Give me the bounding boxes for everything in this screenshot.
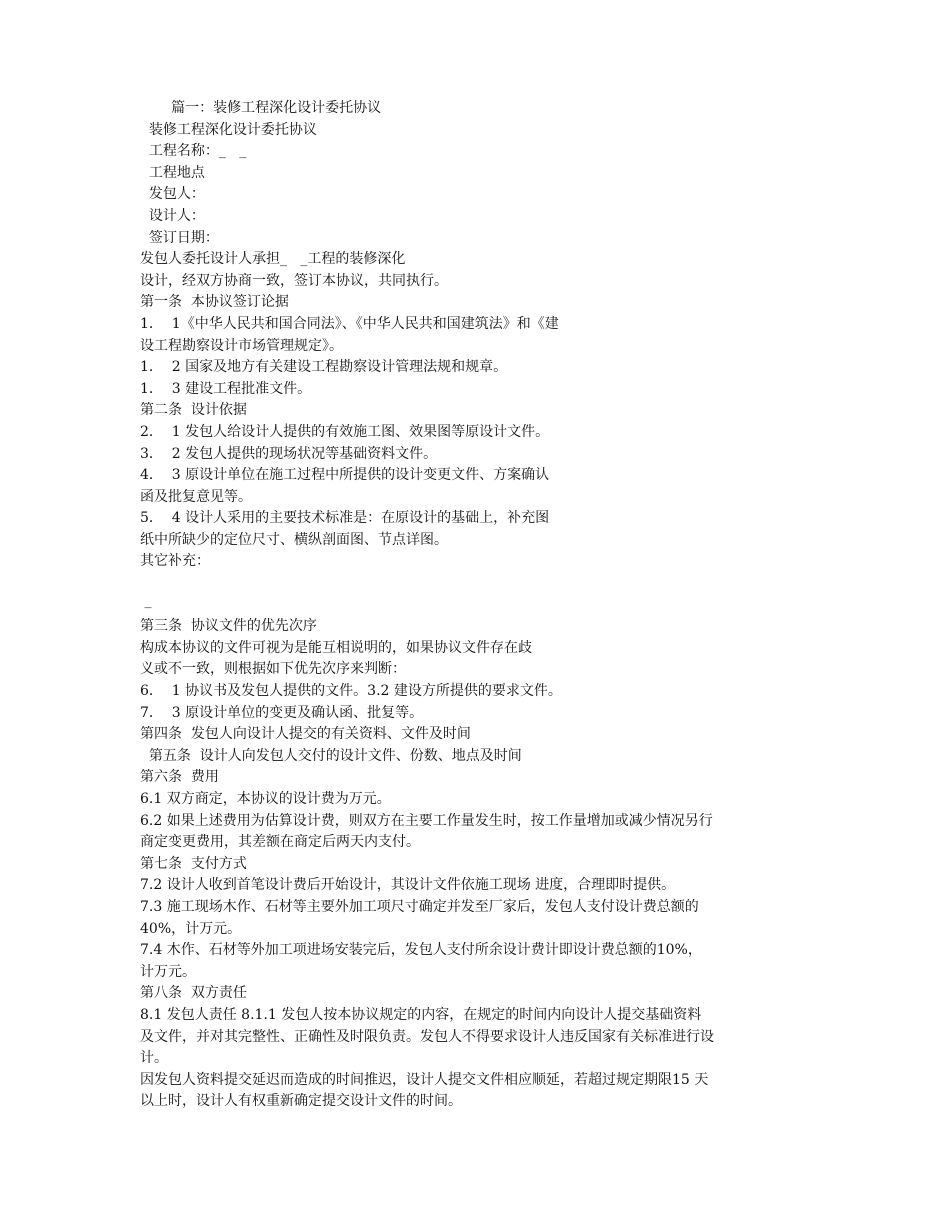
clause-line: 1． 1《中华人民共和国合同法》、《中华人民共和国建筑法》和《建: [140, 315, 559, 332]
title-line: 篇一：装修工程深化设计委托协议: [140, 100, 382, 116]
blank-spacer: [140, 573, 830, 595]
paragraph-line: 以上时，设计人有权重新确定提交设计文件的时间。: [140, 1093, 462, 1110]
paragraph-line: 义或不一致，则根据如下优先次序来判断：: [140, 661, 406, 678]
sign-date-line: 签订日期：: [140, 229, 219, 246]
clause-line: 6． 1 协议书及发包人提供的文件。3.2 建设方所提供的要求文件。: [140, 683, 562, 700]
article-heading: 第四条 发包人向设计人提交的有关资料、文件及时间: [140, 726, 471, 743]
paragraph-line: 构成本协议的文件可视为是能互相说明的，如果协议文件存在歧: [140, 639, 532, 656]
paragraph-line: 设计，经双方协商一致，签订本协议，共同执行。: [140, 272, 448, 289]
clause-line: 5． 4 设计人采用的主要技术标准是：在原设计的基础上，补充图: [140, 510, 550, 527]
article-heading: 第七条 支付方式: [140, 855, 247, 872]
clause-line: 7.4 木作、石材等外加工项进场安装完后，发包人支付所余设计费计即设计费总额的10%，: [140, 942, 702, 959]
designer-line: 设计人：: [140, 207, 205, 224]
clause-line: 计。: [140, 1050, 168, 1067]
project-name-line: 工程名称：_ _: [140, 143, 247, 160]
article-heading: 第二条 设计依据: [140, 402, 247, 419]
article-heading: 第八条 双方责任: [140, 985, 247, 1002]
article-heading: 第一条 本协议签订论据: [140, 294, 289, 311]
clause-line: 商定变更费用，其差额在商定后两天内支付。: [140, 834, 420, 851]
article-heading: 第三条 协议文件的优先次序: [140, 618, 317, 635]
clause-line: 7.2 设计人收到首笔设计费后开始设计，其设计文件依施工现场 进度，合理即时提供。: [140, 877, 676, 894]
clause-line: 7． 3 原设计单位的变更及确认函、批复等。: [140, 704, 424, 721]
clause-line: 7.3 施工现场木作、石材等主要外加工项尺寸确定并发至厂家后，发包人支付设计费总额的: [140, 898, 699, 915]
clause-line: 及文件，并对其完整性、正确性及时限负责。发包人不得要求设计人违反国家有关标准进行设: [140, 1028, 714, 1045]
clause-line: 1． 3 建设工程批准文件。: [140, 380, 312, 397]
clause-line: 6.1 双方商定，本协议的设计费为万元。: [140, 791, 391, 807]
clause-line: 计万元。: [140, 963, 196, 980]
clause-line: 纸中所缺少的定位尺寸、横纵剖面图、节点详图。: [140, 531, 448, 548]
project-location-line: 工程地点: [140, 164, 205, 181]
client-line: 发包人：: [140, 186, 205, 203]
subtitle-line: 装修工程深化设计委托协议: [140, 121, 317, 138]
clause-line: 40%，计万元。: [140, 920, 242, 937]
article-heading: 第六条 费用: [140, 769, 219, 786]
blank-underscore-mark: _: [140, 592, 152, 609]
document-body: [140, 98, 830, 1113]
clause-line: 3． 2 发包人提供的现场状况等基础资料文件。: [140, 445, 438, 462]
paragraph-line: 发包人委托设计人承担_ _工程的装修深化: [140, 251, 406, 268]
clause-line: 6.2 如果上述费用为估算设计费，则双方在主要工作量发生时，按工作量增加或减少情况另行: [140, 812, 713, 829]
clause-line: 4． 3 原设计单位在施工过程中所提供的设计变更文件、方案确认: [140, 467, 550, 484]
clause-line: 8.1 发包人责任 8.1.1 发包人按本协议规定的内容，在规定的时间内向设计人提交基础资料: [140, 1006, 702, 1023]
clause-line: 1． 2 国家及地方有关建设工程勘察设计管理法规和规章。: [140, 359, 508, 376]
other-supplement-line: 其它补充：: [140, 553, 210, 570]
article-heading: 第五条 设计人向发包人交付的设计文件、份数、地点及时间: [140, 747, 522, 764]
clause-line: 2． 1 发包人给设计人提供的有效施工图、效果图等原设计文件。: [140, 423, 550, 440]
clause-line: 函及批复意见等。: [140, 488, 252, 505]
clause-line: 设工程勘察设计市场管理规定》。: [140, 337, 343, 354]
paragraph-line: 因发包人资料提交延迟而造成的时间推迟，设计人提交文件相应顺延，若超过规定期限15 天: [140, 1071, 709, 1088]
